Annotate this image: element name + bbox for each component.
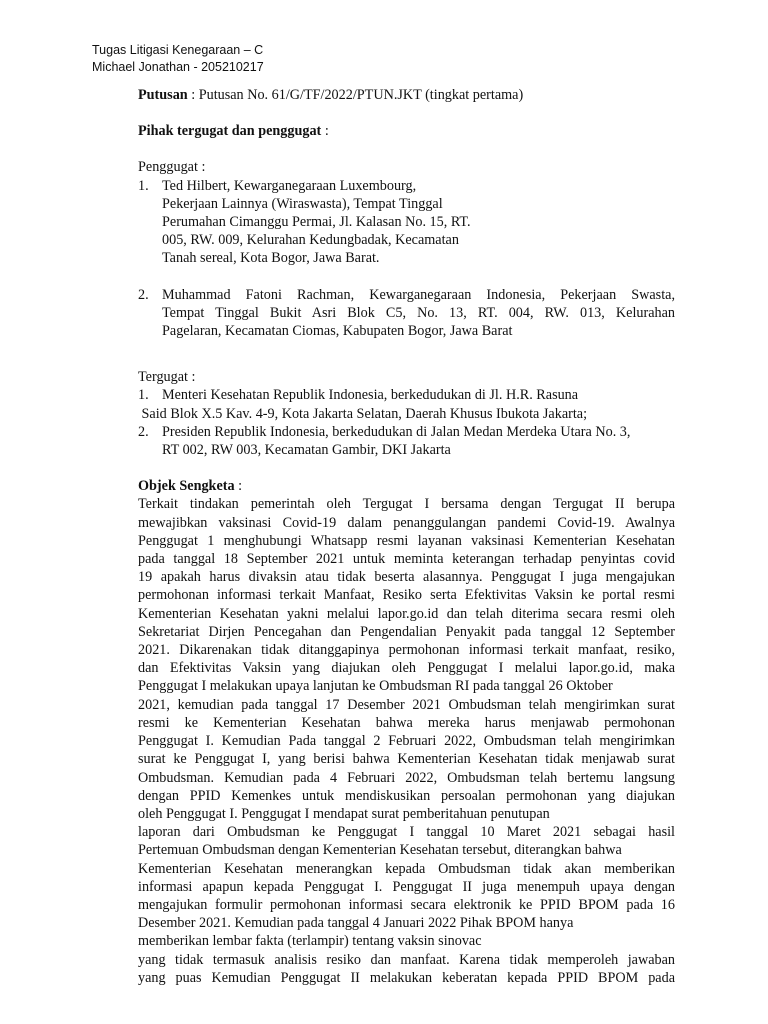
objek-line: memberikan lembar fakta (terlampir) tentang vaksin sinovac: [138, 933, 482, 950]
objek-line: surat ke Penggugat I, yang berisi bahwa Kementerian Kesehatan tidak menjawab surat: [138, 751, 675, 768]
objek-line: Terkait tindakan pemerintah oleh Tergugat I bersama dengan Tergugat II berupa: [138, 496, 675, 513]
objek-line: yang puas Kemudian Penggugat II melakukan keberatan kepada PPID BPOM pada: [138, 969, 675, 986]
objek-line: Penggugat 1 menghubungi Whatsapp resmi layanan vaksinasi Kementerian Kesehatan: [138, 532, 675, 549]
tergugat-1-line: Menteri Kesehatan Republik Indonesia, berkedudukan di Jl. H.R. Rasuna: [162, 387, 579, 404]
penggugat-item-1: [138, 177, 675, 268]
pihak-label: Pihak tergugat dan penggugat: [138, 123, 322, 140]
objek-suffix: :: [234, 478, 243, 495]
header-student-line: Michael Jonathan - 205210217: [92, 60, 264, 74]
tergugat-1-continuation: Said Blok X.5 Kav. 4-9, Kota Jakarta Selatan, Daerah Khusus Ibukota Jakarta;: [138, 405, 588, 422]
putusan-label: Putusan: [138, 87, 188, 103]
penggugat-heading: Penggugat :: [138, 159, 206, 176]
objek-line: Kementerian Kesehatan yakni melalui lapor.go.id dan telah diterima secara resmi oleh: [138, 605, 675, 622]
objek-heading: [138, 477, 675, 495]
objek-line: oleh Penggugat I. Penggugat I mendapat surat pemberitahuan penutupan: [138, 805, 550, 822]
document-header: [92, 42, 264, 76]
objek-line: 19 apakah harus divaksin atau tidak beserta alasannya. Penggugat I juga mengajukan: [138, 569, 675, 586]
objek-label: Objek Sengketa: [138, 478, 235, 495]
putusan-line: [138, 86, 675, 104]
objek-line: 2021, kemudian pada tanggal 17 Desember 2021 Ombudsman telah mengirimkan surat: [138, 696, 675, 713]
tergugat-item-2: [138, 423, 675, 459]
objek-line: Sekretariat Dirjen Pencegahan dan Pengendalian Penyakit pada tanggal 12 September: [138, 623, 675, 640]
objek-line: Desember 2021. Kemudian pada tanggal 4 Januari 2022 Pihak BPOM hanya: [138, 915, 574, 932]
tergugat-2-line: Presiden Republik Indonesia, berkedudukan di Jalan Medan Merdeka Utara No. 3,: [162, 423, 631, 440]
penggugat-2-line: Tempat Tinggal Bukit Asri Blok C5, No. 13, RT. 004, RW. 013, Kelurahan: [162, 304, 675, 321]
list-number: 1.: [138, 177, 149, 194]
tergugat-item-1: [138, 386, 675, 404]
list-number: 2.: [138, 423, 149, 440]
penggugat-2-line: Muhammad Fatoni Rachman, Kewarganegaraan Indonesia, Pekerjaan Swasta,: [162, 286, 675, 303]
objek-line: permohonan informasi terkait Manfaat, Resiko serta Efektivitas Vaksin ke portal resmi: [138, 587, 675, 604]
penggugat-2-line: Pagelaran, Kecamatan Ciomas, Kabupaten Bogor, Jawa Barat: [162, 323, 513, 340]
pihak-suffix: :: [321, 123, 329, 140]
penggugat-1-line: Pekerjaan Lainnya (Wiraswasta), Tempat Tinggal: [162, 195, 443, 212]
objek-paragraph: [138, 495, 675, 986]
penggugat-1-line: Tanah sereal, Kota Bogor, Jawa Barat.: [162, 250, 380, 267]
objek-line: dengan PPID Kemenkes untuk mendiskusikan persoalan permohonan yang diajukan: [138, 787, 675, 804]
objek-line: dan Efektivitas Vaksin yang diajukan oleh Penggugat I melalui lapor.go.id, maka: [138, 660, 675, 677]
putusan-text: : Putusan No. 61/G/TF/2022/PTUN.JKT (tingkat pertama): [187, 87, 524, 103]
objek-line: yang tidak termasuk analisis resiko dan manfaat. Karena tidak memperoleh jawaban: [138, 951, 675, 968]
objek-line: Penggugat I. Kemudian Pada tanggal 2 Februari 2022, Ombudsman telah mengirimkan: [138, 733, 675, 750]
objek-line: mengajukan formulir permohonan informasi secara elektronik ke PPID BPOM pada 16: [138, 896, 675, 913]
list-number: 2.: [138, 286, 149, 303]
objek-line: Pertemuan Ombudsman dengan Kementerian Kesehatan tersebut, diterangkan bahwa: [138, 842, 622, 859]
objek-line: informasi apapun kepada Penggugat I. Penggugat II juga menempuh upaya dengan: [138, 878, 675, 895]
objek-line: Ombudsman. Kemudian pada 4 Februari 2022, Ombudsman telah bertemu langsung: [138, 769, 675, 786]
penggugat-1-line: Ted Hilbert, Kewarganegaraan Luxembourg,: [162, 177, 417, 194]
document-body: [138, 86, 675, 987]
objek-line: laporan dari Ombudsman ke Penggugat I tanggal 10 Maret 2021 sebagai hasil: [138, 824, 675, 841]
objek-line: Kementerian Kesehatan menerangkan kepada Ombudsman tidak akan memberikan: [138, 860, 675, 877]
objek-line: 2021. Dikarenakan tidak ditanggapinya permohonan informasi terkait manfaat, resiko,: [138, 642, 675, 659]
list-number: 1.: [138, 387, 149, 404]
pihak-heading: [138, 122, 675, 140]
tergugat-heading: Tergugat :: [138, 369, 196, 386]
penggugat-1-line: 005, RW. 009, Kelurahan Kedungbadak, Kecamatan: [162, 232, 459, 249]
objek-line: mewajibkan vaksinasi Covid-19 dalam penanggulangan pandemi Covid-19. Awalnya: [138, 514, 675, 531]
penggugat-1-line: Perumahan Cimanggu Permai, Jl. Kalasan No. 15, RT.: [162, 214, 471, 231]
tergugat-2-line: RT 002, RW 003, Kecamatan Gambir, DKI Jakarta: [162, 442, 451, 459]
objek-line: resmi ke Kementerian Kesehatan bahwa mereka harus menjawab permohonan: [138, 714, 675, 731]
objek-line: Penggugat I melakukan upaya lanjutan ke Ombudsman RI pada tanggal 26 Oktober: [138, 678, 613, 695]
header-course-line: Tugas Litigasi Kenegaraan – C: [92, 43, 264, 57]
penggugat-item-2: [138, 286, 675, 341]
objek-line: pada tanggal 18 September 2021 untuk meminta keterangan terhadap penyintas covid: [138, 551, 675, 568]
